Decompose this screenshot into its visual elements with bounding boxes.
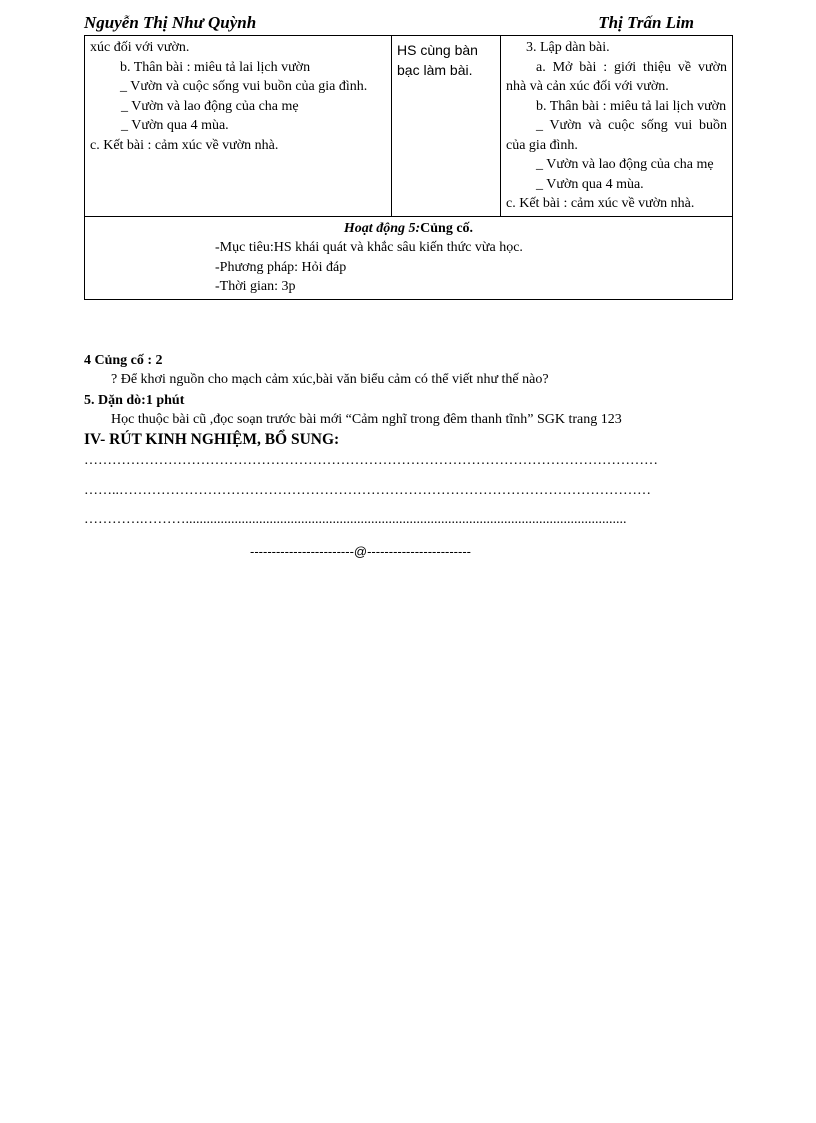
activity-line: -Thời gian: 3p bbox=[215, 279, 296, 294]
dando-heading: 5. Dặn dò:1 phút bbox=[84, 393, 185, 408]
student-column bbox=[392, 36, 501, 217]
col1-line: b. Thân bài : miêu tả lai lịch vườn bbox=[120, 59, 311, 75]
col1-line: xúc đối với vườn. bbox=[90, 40, 190, 55]
col3-line: c. Kết bài : cảm xúc về vườn nhà. bbox=[506, 196, 695, 211]
content-column bbox=[501, 36, 733, 217]
col1-line: _ Vườn và cuộc sống vui buồn của gia đình. bbox=[120, 79, 368, 94]
col1-line: _ Vườn qua 4 mùa. bbox=[121, 118, 229, 133]
activity-title-rest: Củng cố. bbox=[420, 220, 474, 236]
col3-line: _ Vườn và lao động của cha mẹ bbox=[536, 157, 714, 172]
page-header bbox=[84, 13, 694, 35]
author-name: Nguyễn Thị Như Quỳnh bbox=[84, 13, 257, 32]
cungco-heading: 4 Củng cố : 2 bbox=[84, 353, 163, 368]
col1-line: _ Vườn và lao động của cha mẹ bbox=[121, 98, 299, 114]
table-row bbox=[85, 216, 733, 299]
rutkinh-heading: IV- RÚT KINH NGHIỆM, BỔ SUNG: bbox=[84, 431, 340, 448]
activity-title-italic: Hoạt động 5: bbox=[343, 220, 421, 236]
school-name: Thị Trấn Lim bbox=[598, 13, 694, 32]
col3-line: a. Mở bài : giới thiệu về vườn nhà và cản xúc đối với vườn. bbox=[506, 59, 727, 94]
col3-line: b. Thân bài : miêu tả lai lịch vườn bbox=[536, 98, 727, 114]
cungco-text: ? Để khơi nguồn cho mạch cảm xúc,bài văn biểu cảm có thể viết như thế nào? bbox=[111, 372, 549, 387]
notes-line: ……..…………………………………………………………………………………………………… bbox=[84, 483, 651, 498]
end-separator: ------------------------@------------------------ bbox=[250, 544, 471, 559]
lesson-table bbox=[84, 35, 733, 300]
col3-line: _ Vườn qua 4 mùa. bbox=[536, 176, 644, 192]
student-activity: HS cùng bàn bạc làm bài. bbox=[397, 42, 478, 78]
teacher-column bbox=[85, 36, 392, 217]
col1-line: c. Kết bài : cảm xúc về vườn nhà. bbox=[90, 137, 279, 153]
table-row bbox=[85, 36, 733, 217]
activity-cell bbox=[85, 216, 733, 299]
dando-text: Học thuộc bài cũ ,đọc soạn trước bài mới “Cảm nghĩ trong đêm thanh tĩnh” SGK trang 123 bbox=[111, 412, 622, 427]
col3-line: _ Vườn và cuộc sống vui buồn của gia đình. bbox=[506, 118, 727, 153]
activity-line: -Phương pháp: Hỏi đáp bbox=[215, 259, 347, 275]
notes-line: ………….……….............................................................................................................................. bbox=[84, 512, 627, 527]
activity-title bbox=[90, 219, 727, 239]
notes-line: …………………………………………………………………………………………………………… bbox=[84, 453, 658, 468]
col3-line: 3. Lập dàn bài. bbox=[526, 40, 610, 55]
activity-line: -Mục tiêu:HS khái quát và khắc sâu kiến thức vừa học. bbox=[215, 240, 523, 255]
